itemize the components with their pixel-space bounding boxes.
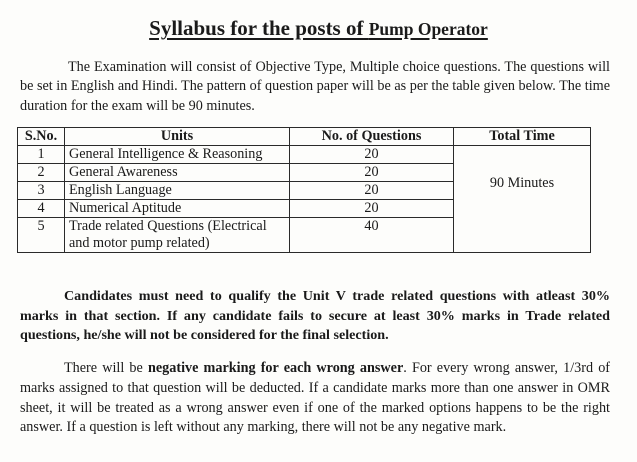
qualify-note: Candidates must need to qualify the Unit V trade related questions with atleast 30% marks in that section. If any candidate fails to secure at least 30% marks in Trade related questions, he/she will not be considered for the final selection. (20, 288, 610, 344)
negative-marking-emphasis: negative marking for each wrong answer (147, 360, 404, 376)
cell-unit: Trade related Questions (Electrical and motor pump related) (65, 218, 290, 253)
total-time-value: 90 Minutes (489, 174, 555, 191)
header-questions: No. of Questions (290, 128, 454, 146)
title-post-name: Pump Operator (368, 19, 488, 39)
cell-questions: 20 (290, 164, 454, 182)
table-header-row (18, 128, 591, 146)
table-row (18, 146, 591, 164)
header-total-time: Total Time (454, 128, 591, 146)
cell-sno: 3 (18, 182, 65, 200)
cell-unit: General Awareness (65, 164, 290, 182)
cell-sno: 5 (18, 218, 65, 253)
cell-sno: 2 (18, 164, 65, 182)
header-sno: S.No. (18, 128, 65, 146)
cell-questions: 20 (290, 182, 454, 200)
cell-questions: 20 (290, 200, 454, 218)
cell-questions: 40 (290, 218, 454, 253)
cell-questions: 20 (290, 146, 454, 164)
header-units: Units (65, 128, 290, 146)
title-main: Syllabus for the posts of (149, 16, 364, 40)
cell-unit: General Intelligence & Reasoning (65, 146, 290, 164)
intro-paragraph: The Examination will consist of Objective Type, Multiple choice questions. The questions will be set in English and Hindi. The pattern of question paper will be as per the table given below. The time duration for the exam will be 90 minutes. (20, 59, 610, 114)
cell-unit: English Language (65, 182, 290, 200)
cell-unit: Numerical Aptitude (65, 200, 290, 218)
negative-marking-paragraph (20, 359, 610, 438)
page-title (0, 16, 637, 41)
cell-sno: 1 (18, 146, 65, 164)
exam-pattern-table (17, 127, 591, 253)
cell-total-time (454, 146, 591, 253)
negative-lead: There will be (64, 360, 143, 376)
cell-sno: 4 (18, 200, 65, 218)
negative-rest: . For every wrong answer, 1/3rd of marks assigned to that question will be deducted. If a candidate marks more than one answer in OMR sheet, it will be treated as a wrong answer even if one of the marked options happens to be the right answer. If a question is left without any marking, there will not be any negative mark. (20, 360, 611, 436)
